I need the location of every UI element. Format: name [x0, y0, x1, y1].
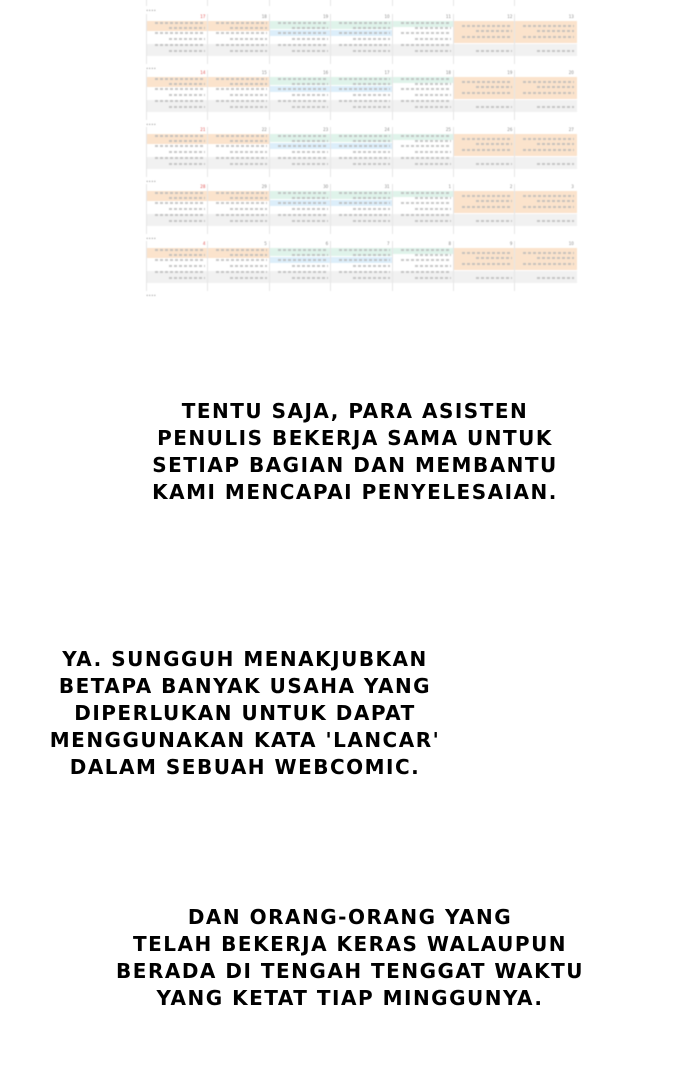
- schedule-cell-text: [339, 78, 389, 80]
- schedule-cell-text: [216, 88, 266, 90]
- schedule-cell-text: [169, 208, 205, 210]
- schedule-week: [146, 14, 576, 70]
- schedule-cell-text: [292, 254, 328, 256]
- schedule-day-cell: [453, 0, 515, 6]
- schedule-day-cell: [392, 14, 454, 64]
- schedule-cell-text: [401, 214, 451, 216]
- schedule-cell-text: [476, 220, 512, 222]
- schedule-cell-text: [216, 259, 266, 261]
- schedule-day-number: 14: [200, 70, 206, 75]
- schedule-cell-text: [353, 38, 389, 40]
- schedule-cell-text: [155, 271, 205, 273]
- schedule-cell-text: [339, 145, 389, 147]
- schedule-day-number: 8: [448, 241, 451, 246]
- schedule-day-number: 29: [261, 184, 267, 189]
- schedule-week: [146, 127, 576, 183]
- schedule-cell-text: [292, 94, 328, 96]
- schedule-cell-text: [353, 27, 389, 29]
- schedule-cell-text: [462, 252, 512, 254]
- schedule-cell-text: [401, 259, 451, 261]
- schedule-cell-text: [415, 151, 451, 153]
- schedule-cell-text: [292, 27, 328, 29]
- schedule-cell-text: [155, 157, 205, 159]
- schedule-cell-text: [339, 259, 389, 261]
- schedule-cell-text: [462, 92, 512, 94]
- schedule-cell-text: [415, 265, 451, 267]
- schedule-day-cell: [146, 241, 208, 291]
- schedule-cell-text: [339, 202, 389, 204]
- schedule-cell-text: [339, 271, 389, 273]
- schedule-cell-text: [339, 100, 389, 102]
- schedule-cell-text: [278, 157, 328, 159]
- schedule-cell-text: [353, 106, 389, 108]
- schedule-day-cell: [514, 0, 576, 6]
- schedule-cell-text: [339, 88, 389, 90]
- schedule-cell-text: [278, 100, 328, 102]
- schedule-cell-text: [537, 220, 573, 222]
- schedule-day-number: 12: [507, 14, 513, 19]
- schedule-cell-text: [292, 38, 328, 40]
- schedule-cell-text: [401, 44, 451, 46]
- schedule-day-cell: [514, 184, 576, 234]
- schedule-cell-text: [292, 208, 328, 210]
- schedule-cell-text: [292, 277, 328, 279]
- schedule-cell-text: [155, 78, 205, 80]
- schedule-cell-text: [169, 254, 205, 256]
- schedule-day-number: 23: [323, 127, 329, 132]
- schedule-day-cell: [269, 127, 331, 177]
- schedule-day-cell: [146, 70, 208, 120]
- schedule-cell-text: [216, 135, 266, 137]
- schedule-day-number: 6: [325, 241, 329, 246]
- schedule-day-number: 9: [509, 241, 513, 246]
- schedule-cell-text: [462, 81, 512, 83]
- schedule-cell-text: [353, 140, 389, 142]
- schedule-cell-text: [353, 151, 389, 153]
- schedule-cell-text: [339, 192, 389, 194]
- schedule-cell-text: [537, 143, 573, 145]
- schedule-day-number: 24: [384, 127, 390, 132]
- schedule-cell-text: [353, 197, 389, 199]
- schedule-day-number: 26: [507, 127, 513, 132]
- schedule-cell-text: [155, 135, 205, 137]
- schedule-day-number: 7: [387, 241, 390, 246]
- schedule-week: [146, 241, 576, 297]
- schedule-day-cell: [453, 241, 515, 291]
- schedule-cell-text: [169, 163, 205, 165]
- schedule-cell-text: [230, 94, 266, 96]
- schedule-week-label: ••••: [146, 293, 157, 298]
- schedule-cell-text: [401, 78, 451, 80]
- schedule-cell-text: [415, 163, 451, 165]
- schedule-cell-text: [523, 206, 573, 208]
- schedule-cell-text: [353, 50, 389, 52]
- schedule-cell-text: [230, 163, 266, 165]
- schedule-cell-text: [216, 271, 266, 273]
- schedule-cell-text: [401, 135, 451, 137]
- schedule-day-number: 18: [445, 70, 451, 75]
- schedule-cell-text: [401, 202, 451, 204]
- schedule-cell-text: [155, 202, 205, 204]
- schedule-day-cell: [146, 127, 208, 177]
- schedule-day-cell: [330, 0, 392, 6]
- schedule-cell-text: [523, 149, 573, 151]
- schedule-day-number: 3: [571, 184, 574, 189]
- schedule-cell-text: [278, 192, 328, 194]
- schedule-cell-text: [230, 50, 266, 52]
- schedule-table-image: [146, 0, 576, 302]
- schedule-cell-text: [537, 257, 573, 259]
- schedule-day-cell: [453, 184, 515, 234]
- schedule-cell-text: [537, 86, 573, 88]
- schedule-day-cell: [392, 184, 454, 234]
- schedule-cell-text: [230, 220, 266, 222]
- schedule-cell-text: [401, 32, 451, 34]
- schedule-cell-text: [230, 197, 266, 199]
- schedule-cell-text: [537, 200, 573, 202]
- schedule-cell-text: [353, 265, 389, 267]
- schedule-cell-text: [230, 265, 266, 267]
- schedule-day-cell: [514, 241, 576, 291]
- schedule-cell-text: [169, 50, 205, 52]
- schedule-cell-text: [155, 88, 205, 90]
- schedule-cell-text: [216, 32, 266, 34]
- schedule-cell-text: [216, 22, 266, 24]
- schedule-day-number: 21: [200, 127, 206, 132]
- schedule-cell-text: [169, 83, 205, 85]
- schedule-cell-text: [155, 145, 205, 147]
- schedule-cell-text: [230, 140, 266, 142]
- schedule-cell-text: [155, 214, 205, 216]
- schedule-cell-text: [216, 157, 266, 159]
- schedule-day-cell: [330, 70, 392, 120]
- schedule-day-number: 17: [200, 14, 206, 19]
- schedule-cell-text: [353, 208, 389, 210]
- schedule-cell-text: [476, 277, 512, 279]
- schedule-day-number: 10: [568, 241, 574, 246]
- schedule-cell-text: [169, 265, 205, 267]
- schedule-cell-text: [278, 259, 328, 261]
- schedule-cell-text: [155, 22, 205, 24]
- schedule-cell-text: [353, 220, 389, 222]
- schedule-cell-text: [415, 94, 451, 96]
- schedule-cell-text: [476, 50, 512, 52]
- schedule-cell-text: [401, 22, 451, 24]
- schedule-day-cell: [207, 0, 269, 6]
- schedule-cell-text: [415, 50, 451, 52]
- schedule-day-cell: [330, 14, 392, 64]
- schedule-cell-text: [169, 151, 205, 153]
- schedule-cell-text: [353, 83, 389, 85]
- schedule-day-cell: [207, 184, 269, 234]
- schedule-cell-text: [523, 263, 573, 265]
- schedule-day-cell: [269, 14, 331, 64]
- schedule-cell-text: [169, 220, 205, 222]
- schedule-cell-text: [230, 208, 266, 210]
- schedule-day-cell: [514, 127, 576, 177]
- schedule-cell-text: [155, 32, 205, 34]
- schedule-day-cell: [330, 184, 392, 234]
- schedule-cell-text: [415, 106, 451, 108]
- schedule-cell-text: [155, 249, 205, 251]
- schedule-cell-text: [476, 200, 512, 202]
- schedule-cell-text: [155, 100, 205, 102]
- schedule-cell-text: [216, 249, 266, 251]
- schedule-week: [146, 184, 576, 240]
- schedule-cell-text: [415, 220, 451, 222]
- schedule-cell-text: [169, 140, 205, 142]
- schedule-cell-text: [415, 27, 451, 29]
- schedule-cell-text: [415, 83, 451, 85]
- caption-3: DAN ORANG-ORANG YANG TELAH BEKERJA KERAS WALAUPUN BERADA DI TENGAH TENGGAT WAKTU YANG KETAT TIAP MINGGUNYA.: [116, 905, 584, 1010]
- schedule-cell-text: [292, 140, 328, 142]
- schedule-cell-text: [339, 32, 389, 34]
- schedule-day-number: 19: [507, 70, 513, 75]
- schedule-cell-text: [537, 30, 573, 32]
- schedule-cell-text: [401, 192, 451, 194]
- schedule-cell-text: [415, 38, 451, 40]
- schedule-cell-text: [292, 163, 328, 165]
- schedule-day-number: 19: [323, 14, 329, 19]
- schedule-day-cell: [207, 14, 269, 64]
- schedule-cell-text: [401, 249, 451, 251]
- schedule-cell-text: [216, 145, 266, 147]
- schedule-cell-text: [462, 206, 512, 208]
- schedule-day-cell: [392, 70, 454, 120]
- schedule-cell-text: [169, 197, 205, 199]
- schedule-day-cell: [392, 241, 454, 291]
- schedule-cell-text: [278, 78, 328, 80]
- schedule-cell-text: [292, 265, 328, 267]
- schedule-cell-text: [278, 249, 328, 251]
- schedule-day-cell: [269, 184, 331, 234]
- schedule-week: [146, 70, 576, 126]
- schedule-cell-text: [169, 277, 205, 279]
- schedule-day-cell: [269, 70, 331, 120]
- schedule-cell-text: [476, 143, 512, 145]
- schedule-day-number: 25: [445, 127, 451, 132]
- schedule-cell-text: [537, 163, 573, 165]
- schedule-cell-text: [292, 151, 328, 153]
- schedule-cell-text: [216, 192, 266, 194]
- schedule-cell-text: [537, 277, 573, 279]
- schedule-cell-text: [169, 38, 205, 40]
- schedule-cell-text: [523, 81, 573, 83]
- schedule-cell-text: [278, 22, 328, 24]
- schedule-day-cell: [146, 184, 208, 234]
- schedule-day-number: 22: [261, 127, 267, 132]
- schedule-cell-text: [462, 195, 512, 197]
- schedule-cell-text: [169, 94, 205, 96]
- schedule-day-number: 5: [264, 241, 267, 246]
- schedule-cell-text: [523, 138, 573, 140]
- schedule-cell-text: [278, 271, 328, 273]
- schedule-cell-text: [278, 145, 328, 147]
- schedule-day-number: 4: [202, 241, 206, 246]
- schedule-cell-text: [523, 36, 573, 38]
- schedule-day-cell: [392, 0, 454, 6]
- schedule-day-cell: [514, 70, 576, 120]
- schedule-cell-text: [339, 44, 389, 46]
- schedule-cell-text: [476, 106, 512, 108]
- schedule-cell-text: [353, 94, 389, 96]
- schedule-cell-text: [230, 254, 266, 256]
- schedule-week-label: ••••: [146, 122, 157, 127]
- schedule-cell-text: [155, 259, 205, 261]
- schedule-cell-text: [155, 44, 205, 46]
- schedule-cell-text: [401, 88, 451, 90]
- schedule-day-cell: [453, 70, 515, 120]
- schedule-cell-text: [339, 249, 389, 251]
- schedule-cell-text: [401, 157, 451, 159]
- caption-2: YA. SUNGGUH MENAKJUBKAN BETAPA BANYAK USAHA YANG DIPERLUKAN UNTUK DAPAT MENGGUNAKAN KATA 'LANCAR' DALAM SEBUAH WEBCOMIC.: [49, 647, 441, 779]
- schedule-cell-text: [278, 202, 328, 204]
- schedule-cell-text: [415, 208, 451, 210]
- schedule-cell-text: [216, 100, 266, 102]
- schedule-day-number: 30: [323, 184, 329, 189]
- schedule-day-cell: [207, 127, 269, 177]
- schedule-cell-text: [292, 106, 328, 108]
- schedule-day-number: 10: [384, 14, 390, 19]
- schedule-day-cell: [146, 14, 208, 64]
- schedule-day-cell: [453, 127, 515, 177]
- schedule-cell-text: [415, 254, 451, 256]
- schedule-day-number: 15: [261, 70, 267, 75]
- schedule-week-label: ••••: [146, 179, 157, 184]
- schedule-cell-text: [292, 83, 328, 85]
- schedule-cell-text: [230, 106, 266, 108]
- schedule-cell-text: [462, 25, 512, 27]
- schedule-day-number: 13: [568, 14, 574, 19]
- schedule-day-number: 16: [323, 70, 329, 75]
- schedule-cell-text: [155, 192, 205, 194]
- schedule-day-number: 1: [448, 184, 451, 189]
- schedule-cell-text: [353, 277, 389, 279]
- schedule-cell-text: [401, 271, 451, 273]
- schedule-day-number: 18: [261, 14, 267, 19]
- schedule-cell-text: [292, 50, 328, 52]
- schedule-cell-text: [415, 277, 451, 279]
- schedule-cell-text: [476, 30, 512, 32]
- schedule-cell-text: [230, 277, 266, 279]
- schedule-day-number: 27: [568, 127, 574, 132]
- schedule-day-cell: [392, 127, 454, 177]
- schedule-cell-text: [476, 257, 512, 259]
- schedule-cell-text: [230, 83, 266, 85]
- schedule-week: [146, 0, 576, 12]
- schedule-cell-text: [292, 220, 328, 222]
- schedule-day-cell: [207, 241, 269, 291]
- schedule-day-cell: [453, 14, 515, 64]
- schedule-cell-text: [230, 151, 266, 153]
- schedule-cell-text: [278, 32, 328, 34]
- schedule-cell-text: [216, 202, 266, 204]
- schedule-cell-text: [169, 106, 205, 108]
- schedule-day-cell: [330, 241, 392, 291]
- schedule-cell-text: [476, 163, 512, 165]
- schedule-cell-text: [415, 197, 451, 199]
- caption-1: TENTU SAJA, PARA ASISTEN PENULIS BEKERJA SAMA UNTUK SETIAP BAGIAN DAN MEMBANTU KAMI MENCAPAI PENYELESAIAN.: [152, 399, 558, 504]
- schedule-cell-text: [523, 252, 573, 254]
- schedule-cell-text: [401, 145, 451, 147]
- schedule-cell-text: [462, 138, 512, 140]
- schedule-day-cell: [207, 70, 269, 120]
- schedule-day-number: 28: [200, 184, 206, 189]
- schedule-cell-text: [216, 78, 266, 80]
- schedule-day-cell: [269, 0, 331, 6]
- schedule-cell-text: [216, 214, 266, 216]
- schedule-cell-text: [537, 106, 573, 108]
- schedule-cell-text: [230, 27, 266, 29]
- schedule-cell-text: [415, 140, 451, 142]
- schedule-cell-text: [292, 197, 328, 199]
- schedule-cell-text: [462, 263, 512, 265]
- schedule-cell-text: [476, 86, 512, 88]
- schedule-cell-text: [523, 25, 573, 27]
- schedule-cell-text: [401, 100, 451, 102]
- schedule-day-number: 20: [568, 70, 574, 75]
- schedule-cell-text: [537, 50, 573, 52]
- schedule-cell-text: [353, 254, 389, 256]
- schedule-day-cell: [269, 241, 331, 291]
- schedule-cell-text: [353, 163, 389, 165]
- schedule-cell-text: [339, 157, 389, 159]
- schedule-day-cell: [330, 127, 392, 177]
- schedule-week-label: ••••: [146, 66, 157, 71]
- schedule-week-label: ••••: [146, 236, 157, 241]
- schedule-day-number: 17: [384, 70, 390, 75]
- schedule-cell-text: [462, 149, 512, 151]
- schedule-cell-text: [523, 92, 573, 94]
- schedule-cell-text: [278, 135, 328, 137]
- schedule-cell-text: [278, 88, 328, 90]
- schedule-cell-text: [278, 214, 328, 216]
- schedule-day-cell: [146, 0, 208, 6]
- schedule-day-number: 2: [509, 184, 513, 189]
- schedule-cell-text: [216, 44, 266, 46]
- schedule-cell-text: [230, 38, 266, 40]
- schedule-week-label: ••••: [146, 8, 157, 13]
- schedule-day-number: 31: [384, 184, 390, 189]
- schedule-cell-text: [339, 214, 389, 216]
- schedule-cell-text: [339, 22, 389, 24]
- schedule-day-cell: [514, 14, 576, 64]
- schedule-cell-text: [462, 36, 512, 38]
- schedule-cell-text: [339, 135, 389, 137]
- schedule-cell-text: [169, 27, 205, 29]
- schedule-day-number: 11: [445, 14, 451, 19]
- schedule-cell-text: [523, 195, 573, 197]
- schedule-cell-text: [278, 44, 328, 46]
